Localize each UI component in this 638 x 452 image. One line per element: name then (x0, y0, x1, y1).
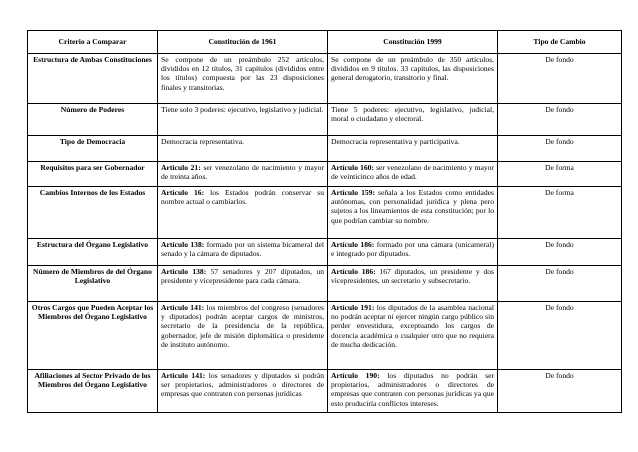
c1999-text: Se compone de un preámbulo de 350 artículos, divididos en 9 títulos. 33 capítulos, las disposiciones general derogatorio, transitorio y final. (331, 55, 494, 83)
table-row (28, 266, 622, 302)
c1961-text: los Estados podrán conservar su nombre actual o cambiarlos. (161, 188, 324, 207)
table-row (28, 370, 622, 413)
table-row (28, 162, 622, 187)
criterio-cell: Número de Miembros de del Órgano Legislativo (28, 266, 158, 302)
article-ref: Artículo 160: (331, 163, 374, 172)
criterio-cell: Estructura del Órgano Legislativo (28, 239, 158, 266)
article-ref: Artículo 21: (161, 163, 201, 172)
c1961-text: Tiene solo 3 poderes: ejecutivo, legislativo y judicial. (161, 105, 324, 114)
tipo-cell: De fondo (498, 136, 622, 162)
criterio-cell: Cambios Internos de los Estados (28, 187, 158, 239)
article-ref: Artículo 190: (331, 371, 380, 380)
comparison-table (27, 30, 622, 413)
table-row (28, 187, 622, 239)
header-tipo-cambio: Tipo de Cambio (498, 31, 622, 54)
tipo-cell: De forma (498, 187, 622, 239)
criterio-cell: Número de Poderes (28, 104, 158, 136)
tipo-cell: De fondo (498, 104, 622, 136)
header-row (28, 31, 622, 54)
article-ref: Artículo 186: (331, 240, 375, 249)
table-row (28, 54, 622, 104)
c1961-text: formado por un sistema bicameral del senado y la cámara de diputados. (161, 240, 324, 259)
c1999-cell (328, 370, 498, 413)
article-ref: Artículo 16: (161, 188, 205, 197)
c1961-cell (158, 302, 328, 370)
c1999-cell (328, 136, 498, 162)
tipo-cell: De fondo (498, 54, 622, 104)
criterio-cell: Requisitos para ser Gobernador (28, 162, 158, 187)
c1999-text: 167 diputados, un presidente y dos vicepresidentes, un secretario y subsecretario. (331, 267, 494, 286)
c1961-text: los senadores y diputados si podrán ser propietarios, administradores o directores de empresas que contraten con personas jurídicas (161, 371, 324, 399)
c1961-cell (158, 104, 328, 136)
tipo-cell: De fondo (498, 302, 622, 370)
header-criterio: Criterio a Comparar (28, 31, 158, 54)
article-ref: Artículo 186: (331, 267, 376, 276)
c1999-cell (328, 104, 498, 136)
table-row (28, 302, 622, 370)
c1961-cell (158, 162, 328, 187)
c1999-cell (328, 162, 498, 187)
header-constitucion-1961: Constitución de 1961 (158, 31, 328, 54)
tipo-cell: De fondo (498, 239, 622, 266)
c1961-text: Se compone de un preámbulo 252 artículos, divididos en 12 títulos, 31 capítulos (divididos entre los títulos) compuesta por las 23 disposiciones finales y transitorias. (161, 55, 324, 92)
c1961-text: Democracia representativa. (161, 137, 245, 146)
c1999-cell (328, 239, 498, 266)
c1999-cell (328, 266, 498, 302)
article-ref: Artículo 141: (161, 371, 206, 380)
tipo-cell: De fondo (498, 370, 622, 413)
c1999-text: formado por una cámara (unicameral) e integrado por diputados. (331, 240, 494, 259)
c1961-text: 57 senadores y 207 diputados, un presidente y vicepresidente para cada cámara. (161, 267, 324, 286)
criterio-cell: Tipo de Democracia (28, 136, 158, 162)
article-ref: Artículo 138: (161, 240, 205, 249)
c1999-cell (328, 54, 498, 104)
c1961-cell (158, 239, 328, 266)
criterio-cell: Estructura de Ambas Constituciones (28, 54, 158, 104)
table-row (28, 239, 622, 266)
article-ref: Artículo 141: (161, 303, 205, 312)
criterio-cell: Afiliaciones al Sector Privado de los Miembros del Órgano Legislativo (28, 370, 158, 413)
c1999-text: los diputados de la asamblea nacional no podrán aceptar ni ejercer ningún cargo público sin perder envestidura, exceptuando los cargos de docencia académica o cualquier otro que no requiera de mucha dedicación. (331, 303, 494, 349)
c1961-text: los miembros del congreso (senadores y diputados) podrán aceptar cargos de ministros, secretario de la presidencia de la república, gobernador, jefe de misión diplomática o presidente de instituto autónomo. (161, 303, 324, 349)
c1961-cell (158, 370, 328, 413)
article-ref: Artículo 138: (161, 267, 207, 276)
c1999-text: Tiene 5 poderes: ejecutivo, legislativo, judicial, moral o ciudadano y electoral. (331, 105, 494, 124)
article-ref: Artículo 159: (331, 188, 376, 197)
header-constitucion-1999: Constitución 1999 (328, 31, 498, 54)
c1961-cell (158, 54, 328, 104)
tipo-cell: De fondo (498, 266, 622, 302)
c1999-text: ser venezolano de nacimiento y mayor de veinticinco años de edad. (331, 163, 494, 182)
article-ref: Artículo 191: (331, 303, 375, 312)
c1961-cell (158, 266, 328, 302)
c1961-text: ser venezolano de nacimiento y mayor de treinta años. (161, 163, 325, 182)
criterio-cell: Otros Cargos que Pueden Aceptar los Miembros del Órgano Legislativo (28, 302, 158, 370)
c1999-text: señala a los Estados como entidades autónomas, con personalidad jurídica y plena pero sujetos a los lineamientos de esta constitución; por lo que podrían cambiar su nombre. (331, 188, 494, 225)
table-row (28, 104, 622, 136)
c1999-cell (328, 302, 498, 370)
c1999-cell (328, 187, 498, 239)
c1999-text: Democracia representativa y participativa. (331, 137, 460, 146)
c1961-cell (158, 136, 328, 162)
table-row (28, 136, 622, 162)
c1961-cell (158, 187, 328, 239)
tipo-cell: De forma (498, 162, 622, 187)
c1999-text: los diputados no podrán ser propietarios, administradores o directores de empresas que contraten con personas jurídicas ya que esto produciría conflictos intereses. (331, 371, 494, 408)
